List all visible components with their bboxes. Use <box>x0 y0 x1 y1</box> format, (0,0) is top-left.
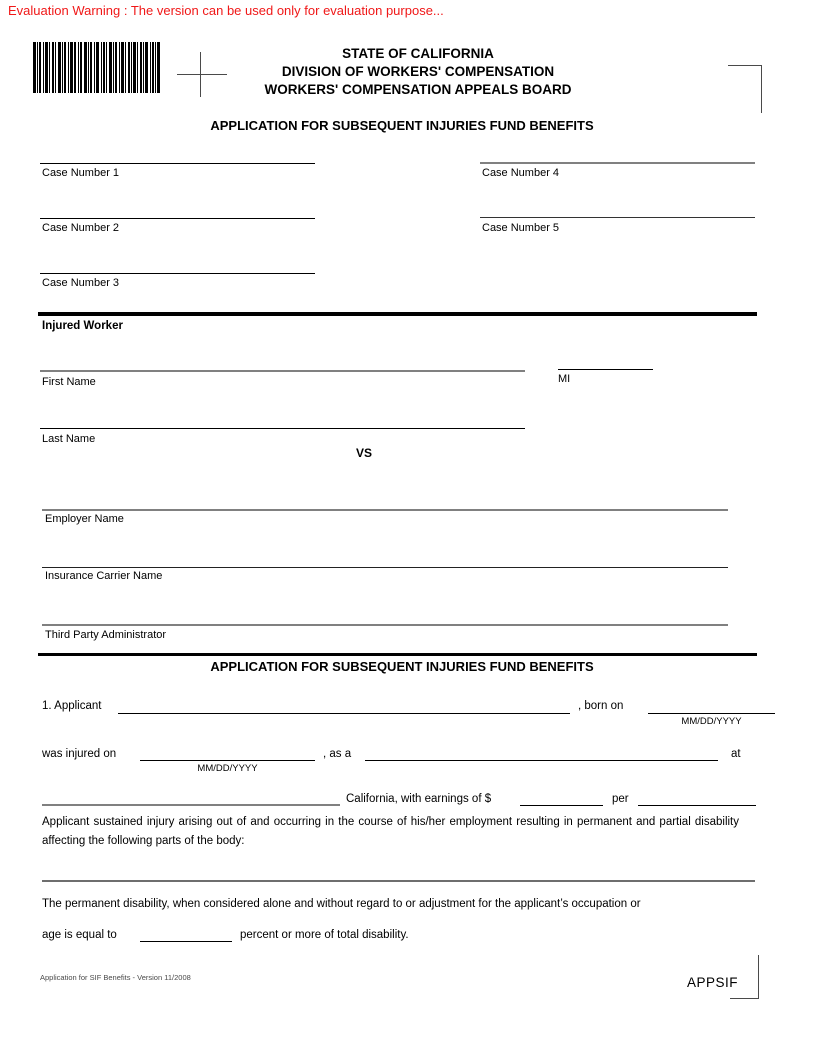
injury-paragraph: Applicant sustained injury arising out of and occurring in the course of his/her employment resulting in permanent and partial disability affecting the following parts of the body: <box>42 816 739 847</box>
third-party-administrator-label: Third Party Administrator <box>45 629 167 641</box>
case-number-4-input[interactable] <box>480 162 755 164</box>
evaluation-warning-text: Evaluation Warning : The version can be used only for evaluation purpose... <box>8 3 444 18</box>
agency-line-1: STATE OF CALIFORNIA <box>342 46 494 61</box>
corner-mark-bottom-right-vertical <box>758 955 759 999</box>
born-on-label: , born on <box>578 700 624 712</box>
middle-initial-label: MI <box>558 373 571 385</box>
case-number-5-label: Case Number 5 <box>482 222 560 234</box>
insurance-carrier-input[interactable] <box>42 567 728 568</box>
form-version-text: Application for SIF Benefits - Version 11/2008 <box>40 973 191 982</box>
vs-label: VS <box>356 446 373 460</box>
section-divider-injured-worker <box>38 312 757 316</box>
disability-percent-input[interactable] <box>140 941 232 942</box>
birth-date-format-hint: MM/DD/YYYY <box>681 716 742 727</box>
city-input[interactable] <box>42 804 340 806</box>
case-number-4-label: Case Number 4 <box>482 167 560 179</box>
employer-name-input[interactable] <box>42 509 728 511</box>
case-number-2-input[interactable] <box>40 218 315 219</box>
case-number-3-label: Case Number 3 <box>42 277 120 289</box>
section-divider-application <box>38 653 757 656</box>
case-number-1-label: Case Number 1 <box>42 167 120 179</box>
applicant-prefix-label: 1. Applicant <box>42 700 102 712</box>
agency-line-3: WORKERS' COMPENSATION APPEALS BOARD <box>264 82 572 97</box>
case-number-3-input[interactable] <box>40 273 315 274</box>
earnings-amount-input[interactable] <box>520 805 603 806</box>
injury-date-format-hint: MM/DD/YYYY <box>197 763 258 774</box>
last-name-label: Last Name <box>42 433 96 445</box>
case-number-2-label: Case Number 2 <box>42 222 120 234</box>
employer-name-label: Employer Name <box>45 513 124 525</box>
age-equal-label: age is equal to <box>42 929 117 941</box>
injured-on-label: was injured on <box>42 748 117 760</box>
agency-header <box>25 45 811 99</box>
as-a-label: , as a <box>323 748 352 760</box>
agency-line-2: DIVISION OF WORKERS' COMPENSATION <box>281 64 555 79</box>
form-code-label: APPSIF <box>687 975 739 990</box>
case-number-5-input[interactable] <box>480 217 755 218</box>
document-title: APPLICATION FOR SUBSEQUENT INJURIES FUND BENEFITS <box>210 118 594 133</box>
case-number-1-input[interactable] <box>40 163 315 164</box>
california-earnings-label: California, with earnings of $ <box>346 793 492 805</box>
pay-period-input[interactable] <box>638 805 756 806</box>
third-party-administrator-input[interactable] <box>42 624 728 626</box>
percent-label: percent or more of total disability. <box>240 929 409 941</box>
application-section-title: APPLICATION FOR SUBSEQUENT INJURIES FUND BENEFITS <box>210 659 594 674</box>
body-parts-input[interactable] <box>42 880 755 882</box>
injury-date-input[interactable] <box>140 760 315 761</box>
injured-worker-section-title: Injured Worker <box>42 320 123 332</box>
first-name-input[interactable] <box>40 370 525 372</box>
permanent-disability-paragraph: The permanent disability, when considered alone and without regard to or adjustment for the applicant’s occupation or <box>42 898 641 910</box>
middle-initial-input[interactable] <box>558 369 653 370</box>
at-label: at <box>731 748 741 760</box>
birth-date-input[interactable] <box>648 713 775 714</box>
insurance-carrier-label: Insurance Carrier Name <box>45 570 163 582</box>
last-name-input[interactable] <box>40 428 525 429</box>
applicant-name-input[interactable] <box>118 713 570 714</box>
per-label: per <box>612 793 629 805</box>
corner-mark-bottom-right-horizontal <box>730 998 759 999</box>
first-name-label: First Name <box>42 376 96 388</box>
occupation-input[interactable] <box>365 760 718 761</box>
